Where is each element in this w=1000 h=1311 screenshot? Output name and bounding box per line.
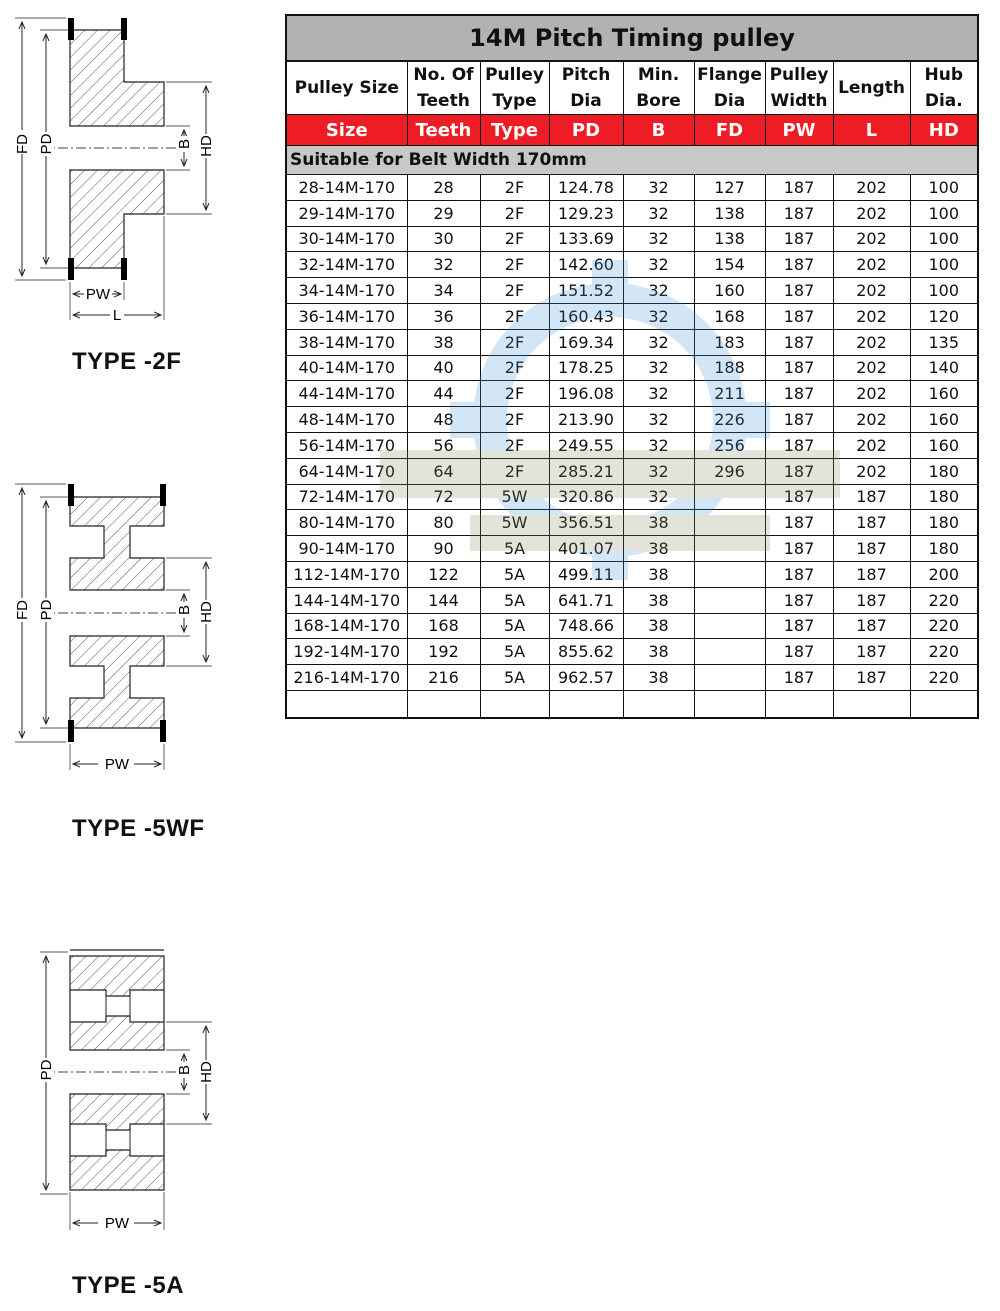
table-cell: 188 xyxy=(694,355,765,381)
table-cell: 120 xyxy=(910,303,978,329)
table-cell: 90-14M-170 xyxy=(286,536,407,562)
table-row xyxy=(286,432,978,458)
table-cell: 202 xyxy=(833,200,910,226)
table-cell: 187 xyxy=(765,639,833,665)
table-cell: 5W xyxy=(480,484,549,510)
table-cell: 32 xyxy=(623,175,694,201)
table-cell: 127 xyxy=(694,175,765,201)
table-cell: 187 xyxy=(765,355,833,381)
table-cell xyxy=(694,510,765,536)
table-cell: 5A xyxy=(480,561,549,587)
table-cell: 32-14M-170 xyxy=(286,252,407,278)
table-cell: 160 xyxy=(694,278,765,304)
table-row xyxy=(286,665,978,691)
table-cell: 48-14M-170 xyxy=(286,407,407,433)
table-row xyxy=(286,175,978,201)
table-cell: 296 xyxy=(694,458,765,484)
table-cell: 44-14M-170 xyxy=(286,381,407,407)
table-row xyxy=(286,252,978,278)
table-cell: 2F xyxy=(480,226,549,252)
table-cell: 38 xyxy=(623,613,694,639)
table-cell: 187 xyxy=(765,561,833,587)
table-cell: 202 xyxy=(833,329,910,355)
pd-label: PD xyxy=(38,133,55,155)
table-cell: 5A xyxy=(480,665,549,691)
table-cell: 100 xyxy=(910,278,978,304)
table-cell xyxy=(833,690,910,718)
table-cell: 187 xyxy=(765,510,833,536)
table-row xyxy=(286,278,978,304)
table-cell: 29 xyxy=(407,200,480,226)
table-row xyxy=(286,458,978,484)
table-cell: 64 xyxy=(407,458,480,484)
table-cell: 80-14M-170 xyxy=(286,510,407,536)
table-cell xyxy=(623,690,694,718)
column-header: Flange Dia xyxy=(694,61,765,115)
column-code: Teeth xyxy=(407,115,480,146)
table-cell: 154 xyxy=(694,252,765,278)
table-cell: 29-14M-170 xyxy=(286,200,407,226)
table-cell: 2F xyxy=(480,458,549,484)
table-row xyxy=(286,381,978,407)
table-cell: 216-14M-170 xyxy=(286,665,407,691)
table-cell: 56-14M-170 xyxy=(286,432,407,458)
column-header: Pulley Type xyxy=(480,61,549,115)
table-cell: 32 xyxy=(623,226,694,252)
table-cell: 187 xyxy=(833,665,910,691)
hd-label: HD xyxy=(198,1061,215,1083)
column-code: L xyxy=(833,115,910,146)
table-cell xyxy=(694,561,765,587)
table-cell: 38 xyxy=(623,665,694,691)
table-cell xyxy=(407,690,480,718)
diagram-type-5a xyxy=(0,940,240,1240)
table-cell xyxy=(694,639,765,665)
table-cell: 5A xyxy=(480,587,549,613)
table-cell: 187 xyxy=(833,536,910,562)
table-row xyxy=(286,587,978,613)
table-cell: 187 xyxy=(765,329,833,355)
table-cell: 32 xyxy=(623,200,694,226)
type-2f-label: TYPE -2F xyxy=(72,348,182,375)
table-cell: 202 xyxy=(833,226,910,252)
b-label: B xyxy=(176,138,193,150)
table-cell: 2F xyxy=(480,432,549,458)
table-row xyxy=(286,329,978,355)
pulley-2f-drawing xyxy=(0,0,240,340)
table-cell: 140 xyxy=(910,355,978,381)
table-cell: 142.60 xyxy=(549,252,623,278)
table-cell xyxy=(694,690,765,718)
table-cell: 2F xyxy=(480,407,549,433)
column-header: Length xyxy=(833,61,910,115)
table-row xyxy=(286,355,978,381)
table-cell: 160 xyxy=(910,432,978,458)
table-row xyxy=(286,510,978,536)
table-cell: 32 xyxy=(623,329,694,355)
fd-label: FD xyxy=(14,134,31,154)
table-row xyxy=(286,407,978,433)
table-cell: 499.11 xyxy=(549,561,623,587)
table-cell: 641.71 xyxy=(549,587,623,613)
section-title: Suitable for Belt Width 170mm xyxy=(286,146,978,175)
table-cell: 2F xyxy=(480,303,549,329)
type-5wf-label: TYPE -5WF xyxy=(72,815,205,842)
table-cell xyxy=(765,690,833,718)
table-cell: 356.51 xyxy=(549,510,623,536)
b-label: B xyxy=(176,1064,193,1076)
table-cell: 168 xyxy=(407,613,480,639)
table-cell: 36-14M-170 xyxy=(286,303,407,329)
pw-label: PW xyxy=(85,286,111,303)
table-cell: 180 xyxy=(910,484,978,510)
table-cell: 187 xyxy=(765,175,833,201)
table-cell: 124.78 xyxy=(549,175,623,201)
table-cell: 32 xyxy=(623,407,694,433)
column-code: Size xyxy=(286,115,407,146)
table-cell: 202 xyxy=(833,432,910,458)
table-cell: 135 xyxy=(910,329,978,355)
table-cell: 187 xyxy=(765,587,833,613)
table-cell: 2F xyxy=(480,175,549,201)
table-cell: 187 xyxy=(833,613,910,639)
table-cell: 38 xyxy=(623,536,694,562)
pw-label: PW xyxy=(104,1215,130,1232)
diagram-type-5wf xyxy=(0,470,240,780)
column-code: B xyxy=(623,115,694,146)
table-cell: 202 xyxy=(833,458,910,484)
table-cell: 38 xyxy=(623,639,694,665)
table-row xyxy=(286,484,978,510)
table-cell: 187 xyxy=(765,458,833,484)
table-cell: 187 xyxy=(765,432,833,458)
table-cell: 34 xyxy=(407,278,480,304)
table-cell: 187 xyxy=(765,665,833,691)
table-cell: 32 xyxy=(623,381,694,407)
diagram-type-2f xyxy=(0,0,240,340)
table-cell: 44 xyxy=(407,381,480,407)
table-row xyxy=(286,200,978,226)
table-cell: 5A xyxy=(480,639,549,665)
table-cell: 32 xyxy=(623,432,694,458)
table-cell: 160 xyxy=(910,407,978,433)
table-cell: 202 xyxy=(833,381,910,407)
table-cell: 138 xyxy=(694,226,765,252)
table-cell: 220 xyxy=(910,665,978,691)
table-cell: 192-14M-170 xyxy=(286,639,407,665)
table-cell: 40 xyxy=(407,355,480,381)
table-cell: 2F xyxy=(480,252,549,278)
table-cell: 180 xyxy=(910,536,978,562)
table-cell: 168-14M-170 xyxy=(286,613,407,639)
table-cell: 187 xyxy=(833,587,910,613)
column-header: Pulley Width xyxy=(765,61,833,115)
table-cell: 855.62 xyxy=(549,639,623,665)
table-cell: 187 xyxy=(765,252,833,278)
table-cell: 213.90 xyxy=(549,407,623,433)
table-cell: 202 xyxy=(833,355,910,381)
table-cell: 2F xyxy=(480,200,549,226)
table-cell: 38-14M-170 xyxy=(286,329,407,355)
table-cell: 5A xyxy=(480,536,549,562)
table-cell xyxy=(694,587,765,613)
table-cell: 187 xyxy=(765,278,833,304)
table-cell: 38 xyxy=(623,561,694,587)
table-row xyxy=(286,561,978,587)
table-cell: 168 xyxy=(694,303,765,329)
table-cell: 34-14M-170 xyxy=(286,278,407,304)
table-cell: 122 xyxy=(407,561,480,587)
table-cell: 178.25 xyxy=(549,355,623,381)
table-cell: 151.52 xyxy=(549,278,623,304)
column-code: FD xyxy=(694,115,765,146)
table-title: 14M Pitch Timing pulley xyxy=(286,15,978,61)
table-cell: 192 xyxy=(407,639,480,665)
table-cell: 100 xyxy=(910,226,978,252)
table-cell: 36 xyxy=(407,303,480,329)
table-cell: 72 xyxy=(407,484,480,510)
table-cell: 183 xyxy=(694,329,765,355)
table-cell: 48 xyxy=(407,407,480,433)
table-cell: 202 xyxy=(833,407,910,433)
table-cell: 748.66 xyxy=(549,613,623,639)
table-cell: 32 xyxy=(407,252,480,278)
table-cell: 220 xyxy=(910,639,978,665)
table-row-empty xyxy=(286,690,978,718)
column-header: Pulley Size xyxy=(286,61,407,115)
column-code: Type xyxy=(480,115,549,146)
table-cell: 216 xyxy=(407,665,480,691)
table-cell: 2F xyxy=(480,329,549,355)
table-cell: 187 xyxy=(765,200,833,226)
table-cell: 38 xyxy=(623,510,694,536)
column-header: Hub Dia. xyxy=(910,61,978,115)
table-cell: 187 xyxy=(833,639,910,665)
table-cell: 187 xyxy=(833,510,910,536)
pd-label: PD xyxy=(38,1059,55,1081)
table-cell: 72-14M-170 xyxy=(286,484,407,510)
pulley-5wf-drawing xyxy=(0,470,240,780)
table-cell: 30-14M-170 xyxy=(286,226,407,252)
table-cell: 144-14M-170 xyxy=(286,587,407,613)
table-cell: 180 xyxy=(910,458,978,484)
table-cell: 196.08 xyxy=(549,381,623,407)
table-cell: 320.86 xyxy=(549,484,623,510)
table-cell xyxy=(480,690,549,718)
table-cell: 962.57 xyxy=(549,665,623,691)
column-code: HD xyxy=(910,115,978,146)
table-cell xyxy=(694,613,765,639)
hd-label: HD xyxy=(198,601,215,623)
table-cell: 187 xyxy=(765,303,833,329)
table-cell: 64-14M-170 xyxy=(286,458,407,484)
table-cell: 187 xyxy=(833,484,910,510)
table-cell: 169.34 xyxy=(549,329,623,355)
table-cell: 187 xyxy=(765,484,833,510)
spec-table xyxy=(285,14,979,719)
table-cell xyxy=(694,484,765,510)
table-cell: 56 xyxy=(407,432,480,458)
table-cell: 160 xyxy=(910,381,978,407)
type-5a-label: TYPE -5A xyxy=(72,1272,185,1299)
table-cell xyxy=(286,690,407,718)
table-cell: 32 xyxy=(623,484,694,510)
l-label: L xyxy=(112,307,122,324)
table-cell: 129.23 xyxy=(549,200,623,226)
table-row xyxy=(286,639,978,665)
table-cell: 249.55 xyxy=(549,432,623,458)
pd-label: PD xyxy=(38,599,55,621)
table-cell: 220 xyxy=(910,613,978,639)
column-header: No. Of Teeth xyxy=(407,61,480,115)
table-cell xyxy=(694,536,765,562)
table-cell: 38 xyxy=(407,329,480,355)
table-cell: 200 xyxy=(910,561,978,587)
table-cell: 401.07 xyxy=(549,536,623,562)
table-cell xyxy=(694,665,765,691)
table-cell: 202 xyxy=(833,278,910,304)
table-cell: 160.43 xyxy=(549,303,623,329)
column-header: Pitch Dia xyxy=(549,61,623,115)
table-cell: 80 xyxy=(407,510,480,536)
table-cell: 187 xyxy=(765,226,833,252)
table-cell: 112-14M-170 xyxy=(286,561,407,587)
table-row xyxy=(286,613,978,639)
table-cell: 202 xyxy=(833,252,910,278)
table-cell: 100 xyxy=(910,200,978,226)
pulley-5a-drawing xyxy=(0,940,240,1240)
table-cell: 30 xyxy=(407,226,480,252)
table-cell: 187 xyxy=(833,561,910,587)
table-cell: 32 xyxy=(623,458,694,484)
table-cell xyxy=(549,690,623,718)
table-cell: 256 xyxy=(694,432,765,458)
table-cell: 187 xyxy=(765,536,833,562)
table-cell: 285.21 xyxy=(549,458,623,484)
table-cell: 187 xyxy=(765,381,833,407)
table-cell: 2F xyxy=(480,278,549,304)
table-cell: 187 xyxy=(765,407,833,433)
table-cell: 2F xyxy=(480,381,549,407)
table-cell: 211 xyxy=(694,381,765,407)
table-cell: 5A xyxy=(480,613,549,639)
table-cell: 5W xyxy=(480,510,549,536)
hd-label: HD xyxy=(198,135,215,157)
table-cell: 133.69 xyxy=(549,226,623,252)
table-cell: 202 xyxy=(833,175,910,201)
table-cell: 32 xyxy=(623,355,694,381)
b-label: B xyxy=(176,604,193,616)
table-cell: 32 xyxy=(623,278,694,304)
table-cell: 38 xyxy=(623,587,694,613)
table-cell: 202 xyxy=(833,303,910,329)
table-row xyxy=(286,226,978,252)
table-cell: 220 xyxy=(910,587,978,613)
table-cell: 226 xyxy=(694,407,765,433)
table-cell: 180 xyxy=(910,510,978,536)
table-row xyxy=(286,303,978,329)
table-cell: 40-14M-170 xyxy=(286,355,407,381)
table-cell: 2F xyxy=(480,355,549,381)
table-cell: 32 xyxy=(623,252,694,278)
table-cell: 100 xyxy=(910,252,978,278)
column-code: PD xyxy=(549,115,623,146)
table-cell: 187 xyxy=(765,613,833,639)
table-row xyxy=(286,536,978,562)
table-cell: 28-14M-170 xyxy=(286,175,407,201)
table-cell: 138 xyxy=(694,200,765,226)
table-cell: 90 xyxy=(407,536,480,562)
column-header: Min. Bore xyxy=(623,61,694,115)
table-cell xyxy=(910,690,978,718)
table-cell: 100 xyxy=(910,175,978,201)
pw-label: PW xyxy=(104,756,130,773)
table-cell: 28 xyxy=(407,175,480,201)
table-cell: 144 xyxy=(407,587,480,613)
column-code: PW xyxy=(765,115,833,146)
fd-label: FD xyxy=(14,600,31,620)
table-cell: 32 xyxy=(623,303,694,329)
